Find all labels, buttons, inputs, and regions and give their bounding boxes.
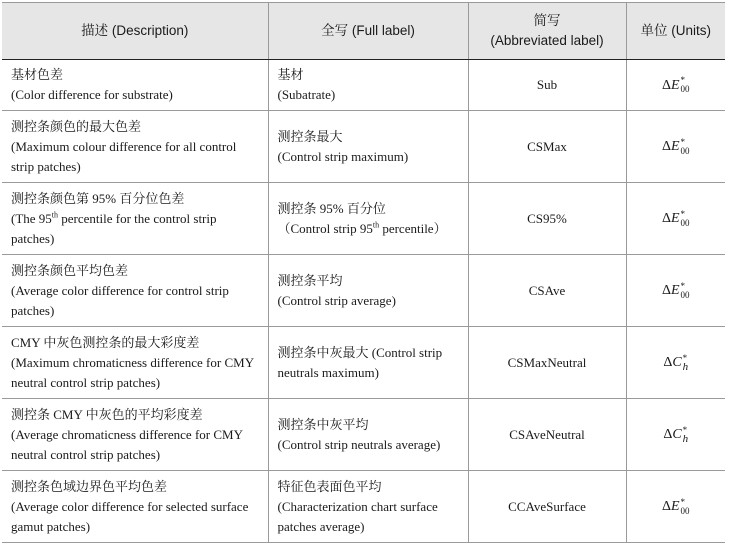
unit-cell: [626, 255, 725, 327]
full-label-zh: 测控条 95% 百分位: [277, 200, 386, 216]
unit-sub: 00: [680, 217, 690, 228]
metrics-table: [2, 2, 725, 543]
full-label-en-post: percentile）: [379, 220, 447, 236]
unit-sup: *: [680, 280, 686, 291]
unit-main: E: [670, 499, 680, 514]
full-label-cell: [268, 183, 468, 255]
unit-cell: [626, 327, 725, 399]
unit-sub: h: [682, 360, 689, 373]
description-en: (Color difference for substrate): [11, 87, 173, 102]
unit-symbol: [661, 75, 690, 95]
description-zh: 测控条 CMY 中灰色的平均彩度差: [11, 406, 203, 422]
unit-delta: Δ: [661, 139, 671, 154]
full-label-cell: [268, 471, 468, 543]
unit-delta: Δ: [661, 283, 671, 298]
description-en: [11, 209, 259, 249]
unit-sub: h: [682, 432, 689, 445]
full-label-cell: [268, 60, 468, 111]
table-row: [2, 183, 725, 255]
description-cell: [2, 183, 268, 255]
unit-cell: [626, 399, 725, 471]
unit-cell: [626, 471, 725, 543]
unit-symbol: [661, 496, 690, 516]
full-label-cell: [268, 111, 468, 183]
full-label-zh: 测控条中灰最大 (Control strip neutrals maximum): [277, 344, 443, 380]
description-en: (Maximum chromaticness difference for CMY neutral control strip patches): [11, 354, 254, 390]
table-row: [2, 60, 725, 111]
unit-delta: Δ: [663, 427, 673, 442]
unit-delta: Δ: [661, 77, 671, 93]
unit-main: C: [672, 427, 682, 442]
description-en-post: percentile for the control strip patches): [11, 210, 217, 246]
unit-main: E: [670, 283, 680, 298]
description-cell: [2, 327, 268, 399]
unit-cell: [626, 183, 725, 255]
abbreviated-label-cell: CS95%: [468, 183, 626, 255]
full-label-en-sup: th: [372, 220, 380, 230]
description-zh: 测控条颜色平均色差: [11, 262, 129, 278]
description-en: (Average color difference for selected surface gamut patches): [11, 498, 249, 534]
unit-sup: *: [682, 352, 688, 363]
unit-symbol: [661, 208, 690, 228]
unit-sup: *: [680, 496, 686, 507]
abbreviated-label-cell: CSAveNeutral: [468, 399, 626, 471]
unit-symbol: [661, 136, 690, 156]
table-row: [2, 255, 725, 327]
unit-sub: 00: [680, 84, 690, 95]
unit-main: E: [670, 211, 680, 226]
full-label-en: (Subatrate): [277, 87, 336, 102]
header-units: 单位 (Units): [626, 3, 725, 60]
abbreviated-label-cell: CSMax: [468, 111, 626, 183]
unit-sub: 00: [680, 145, 690, 156]
abbreviated-label-cell: CSMaxNeutral: [468, 327, 626, 399]
full-label-en-pre: （Control strip 95: [277, 220, 373, 236]
abbreviated-label-cell: CCAveSurface: [468, 471, 626, 543]
description-zh: 基材色差: [11, 67, 64, 82]
header-abbr-line2: (Abbreviated label): [490, 33, 604, 48]
header-row: [2, 3, 725, 60]
unit-sup: *: [680, 75, 686, 86]
full-label-en: (Control strip average): [277, 292, 396, 308]
description-en: (Average color difference for control strip patches): [11, 282, 229, 318]
header-abbr-line1: 简写: [533, 13, 561, 28]
description-cell: [2, 111, 268, 183]
abbreviated-label-cell: CSAve: [468, 255, 626, 327]
description-zh: 测控条颜色的最大色差: [11, 118, 142, 134]
table-row: [2, 327, 725, 399]
description-cell: [2, 399, 268, 471]
unit-cell: [626, 60, 725, 111]
unit-sub: 00: [680, 505, 690, 516]
description-en-pre: (The 95: [11, 210, 52, 226]
unit-symbol: [661, 280, 690, 300]
description-zh: 测控条色域边界色平均色差: [11, 478, 168, 494]
header-full-label: 全写 (Full label): [268, 3, 468, 60]
full-label-zh: 测控条最大: [277, 128, 343, 144]
full-label-zh: 测控条中灰平均: [277, 416, 369, 432]
header-abbreviated-label: [468, 3, 626, 60]
unit-delta: Δ: [661, 499, 671, 514]
unit-main: C: [672, 355, 682, 370]
unit-cell: [626, 111, 725, 183]
unit-main: E: [670, 77, 680, 93]
full-label-cell: [268, 399, 468, 471]
unit-sup: *: [680, 208, 686, 219]
abbreviated-label-cell: Sub: [468, 60, 626, 111]
unit-sub: 00: [680, 289, 690, 300]
unit-delta: Δ: [663, 355, 673, 370]
full-label-cell: [268, 255, 468, 327]
description-cell: [2, 255, 268, 327]
full-label-zh: 基材: [277, 67, 304, 82]
full-label-en: (Control strip maximum): [277, 148, 409, 164]
description-cell: [2, 60, 268, 111]
table-row: [2, 111, 725, 183]
table-row: [2, 399, 725, 471]
unit-main: E: [670, 139, 680, 154]
description-en: (Average chromaticness difference for CMY neutral control strip patches): [11, 426, 243, 462]
description-cell: [2, 471, 268, 543]
header-description: 描述 (Description): [2, 3, 268, 60]
description-en: (Maximum colour difference for all control strip patches): [11, 138, 237, 174]
full-label-en: [278, 219, 459, 239]
unit-symbol: [663, 424, 689, 445]
description-zh: CMY 中灰色测控条的最大彩度差: [11, 334, 200, 350]
full-label-en: (Control strip neutrals average): [277, 436, 441, 452]
full-label-zh: 特征色表面色平均: [277, 478, 382, 494]
unit-sup: *: [682, 424, 688, 435]
description-zh: 测控条颜色第 95% 百分位色差: [11, 190, 185, 206]
description-en-sup: th: [51, 210, 59, 220]
unit-sup: *: [680, 136, 686, 147]
full-label-en: (Characterization chart surface patches average): [277, 498, 438, 534]
unit-delta: Δ: [661, 211, 671, 226]
unit-symbol: [663, 352, 689, 373]
full-label-cell: [268, 327, 468, 399]
full-label-zh: 测控条平均: [277, 272, 343, 288]
table-row: [2, 471, 725, 543]
